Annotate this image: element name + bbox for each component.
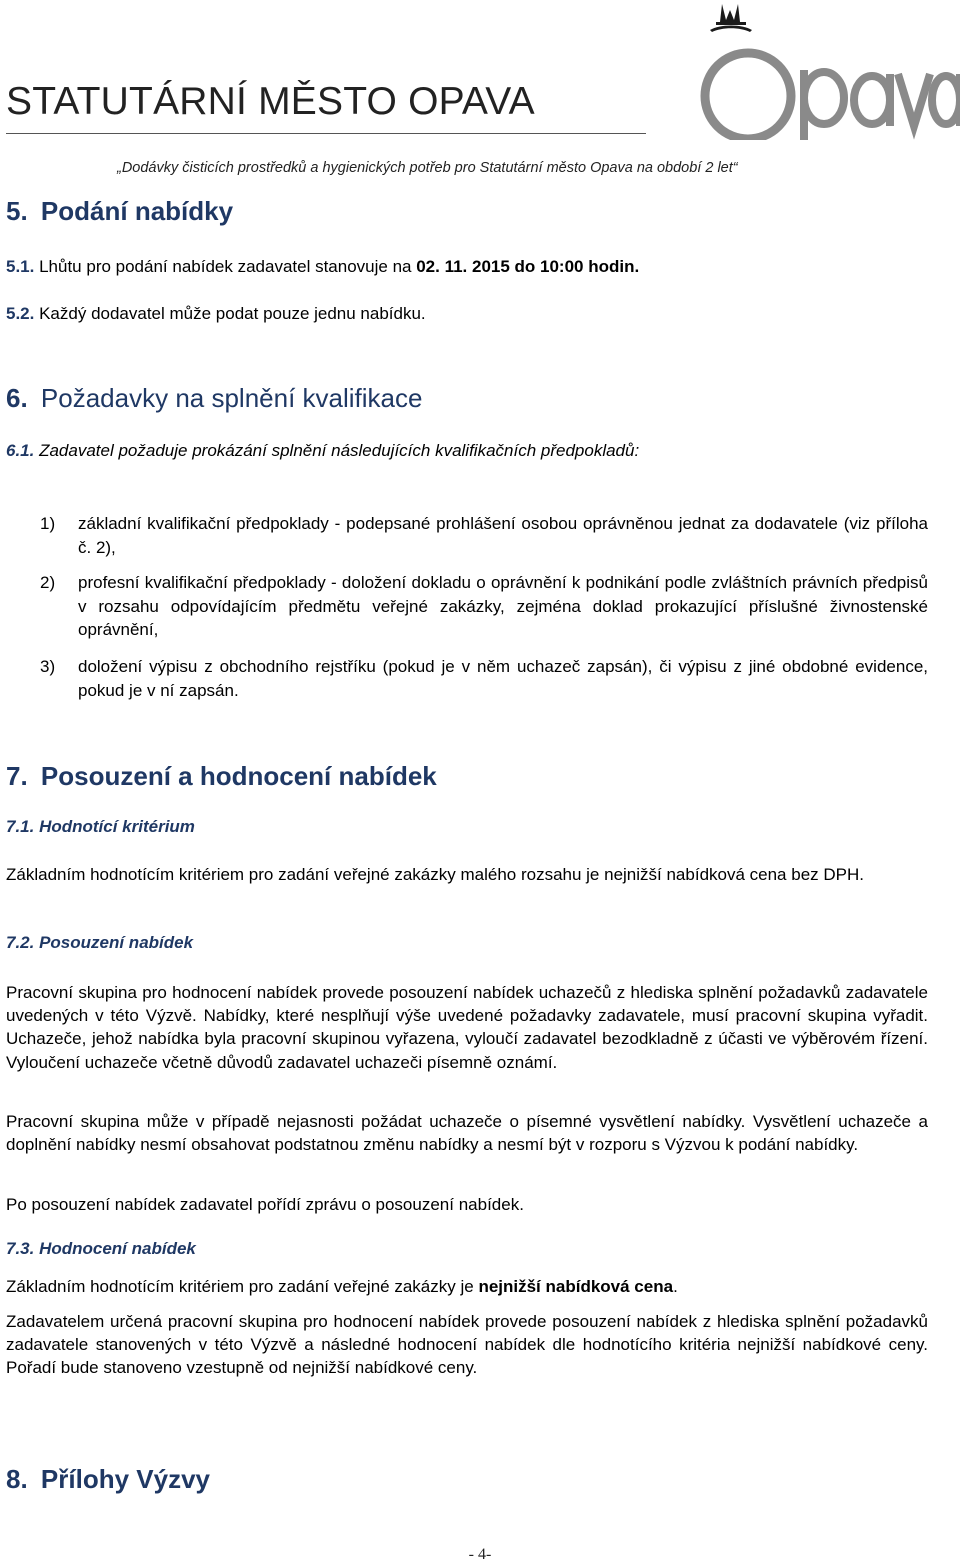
subsection-7-2-paragraph-3: Po posouzení nabídek zadavatel pořídí zprávu o posouzení nabídek. — [6, 1195, 524, 1214]
section-8-number: 8. — [6, 1464, 28, 1494]
requirement-item-3 — [40, 655, 928, 702]
page-number: - 4- — [468, 1546, 492, 1563]
section-5-heading — [6, 196, 233, 227]
clause-6-1-text: Zadavatel požaduje prokázání splnění následujících kvalifikačních předpokladů: — [39, 441, 640, 460]
list-item-text: doložení výpisu z obchodního rejstříku (pokud je v něm uchazeč zapsán), či výpisu z jiné obdobné evidence, pokud je v ní zapsán. — [78, 657, 928, 700]
clause-5-2-text: Každý dodavatel může podat pouze jednu nabídku. — [39, 304, 426, 323]
list-marker: 1) — [40, 514, 56, 533]
subsection-7-2-paragraph-1: Pracovní skupina pro hodnocení nabídek provede posouzení nabídek uchazečů z hlediska splnění požadavků zadavatele uvedených v této Výzvě. Nabídky, které nesplňují výše uvedené požadavky zadavatele, musí pracovní skupina vyřadit. Uchazeče, jehož nabídka byla pracovní skupinou vyřazena, vyloučí zadavatel bezodkladně z účasti ve výběrovém řízení. Vyloučení uchazeče včetně důvodů zadavatel uchazeči písemně oznámí. — [6, 983, 928, 1072]
section-6-title: Požadavky na splnění kvalifikace — [40, 383, 423, 413]
section-5-title: Podání nabídky — [40, 196, 234, 226]
section-6-heading — [6, 383, 422, 414]
list-marker: 2) — [40, 573, 56, 592]
clause-6-1-number: 6.1. — [6, 441, 35, 460]
document-title: STATUTÁRNÍ MĚSTO OPAVA — [6, 80, 535, 123]
criterion-text: Základním hodnotícím kritériem pro zadání veřejné zakázky je — [6, 1277, 479, 1296]
section-7-number: 7. — [6, 761, 28, 791]
section-7-heading — [6, 761, 437, 792]
section-5-number: 5. — [6, 196, 28, 226]
list-item-text: profesní kvalifikační předpoklady - doložení dokladu o oprávnění k podnikání podle zvláštních právních předpisů v rozsahu odpovídajícím předmětu veřejné zakázky, zejména doklad prokazující příslušné živnostenské oprávnění, — [78, 573, 928, 639]
clause-5-1-text: Lhůtu pro podání nabídek zadavatel stanovuje na — [39, 257, 417, 276]
subsection-7-1-text: Základním hodnotícím kritériem pro zadání veřejné zakázky malého rozsahu je nejnižší nabídková cena bez DPH. — [6, 865, 864, 884]
requirement-item-2 — [40, 571, 928, 642]
subsection-7-3-title: 7.3. Hodnocení nabídek — [6, 1239, 196, 1258]
clause-5-1 — [6, 257, 639, 277]
list-marker: 3) — [40, 657, 56, 676]
document-subtitle: „Dodávky čisticích prostředků a hygienických potřeb pro Statutární město Opava na období 2 let“ — [117, 160, 738, 176]
clause-6-1 — [6, 441, 639, 461]
list-item-text: základní kvalifikační předpoklady - podepsané prohlášení osobou oprávněnou jednat za dodavatele (viz příloha č. 2), — [78, 514, 928, 557]
section-6-number: 6. — [6, 383, 28, 413]
criterion-emphasis: nejnižší nabídková cena — [478, 1277, 674, 1296]
clause-5-1-deadline: 02. 11. 2015 do 10:00 hodin. — [416, 257, 640, 276]
subsection-7-2-paragraph-2: Pracovní skupina může v případě nejasnosti požádat uchazeče o písemné vysvětlení nabídky. Vysvětlení uchazeče a doplnění nabídky nesmí obsahovat podstatnou změnu nabídky a nesmí být v rozporu s Výzvou k podání nabídky. — [6, 1112, 928, 1155]
clause-5-1-number: 5.1. — [6, 257, 35, 276]
subsection-7-3-paragraph-2: Zadavatelem určená pracovní skupina pro hodnocení nabídek provede posouzení nabídek z hlediska splnění požadavků zadavatele stanovených v této Výzvě a následné hodnocení nabídek dle hodnotícího kritéria nejnižší nabídkové ceny. Pořadí bude stanoveno vzestupně od nejnižší nabídkové ceny. — [6, 1312, 928, 1378]
subsection-7-2-title: 7.2. Posouzení nabídek — [6, 933, 194, 952]
opava-logo — [690, 0, 960, 140]
subsection-7-3-paragraph-1 — [6, 1275, 928, 1298]
opava-logo-graphic — [690, 0, 960, 140]
criterion-period: . — [673, 1277, 678, 1296]
subsection-7-1-title: 7.1. Hodnotící kritérium — [6, 817, 195, 836]
requirement-item-1 — [40, 512, 928, 559]
clause-5-2 — [6, 304, 426, 324]
section-8-heading — [6, 1464, 210, 1495]
section-8-title: Přílohy Výzvy — [40, 1464, 210, 1494]
clause-5-2-number: 5.2. — [6, 304, 35, 323]
title-rule — [6, 133, 646, 134]
section-7-title: Posouzení a hodnocení nabídek — [40, 761, 437, 791]
